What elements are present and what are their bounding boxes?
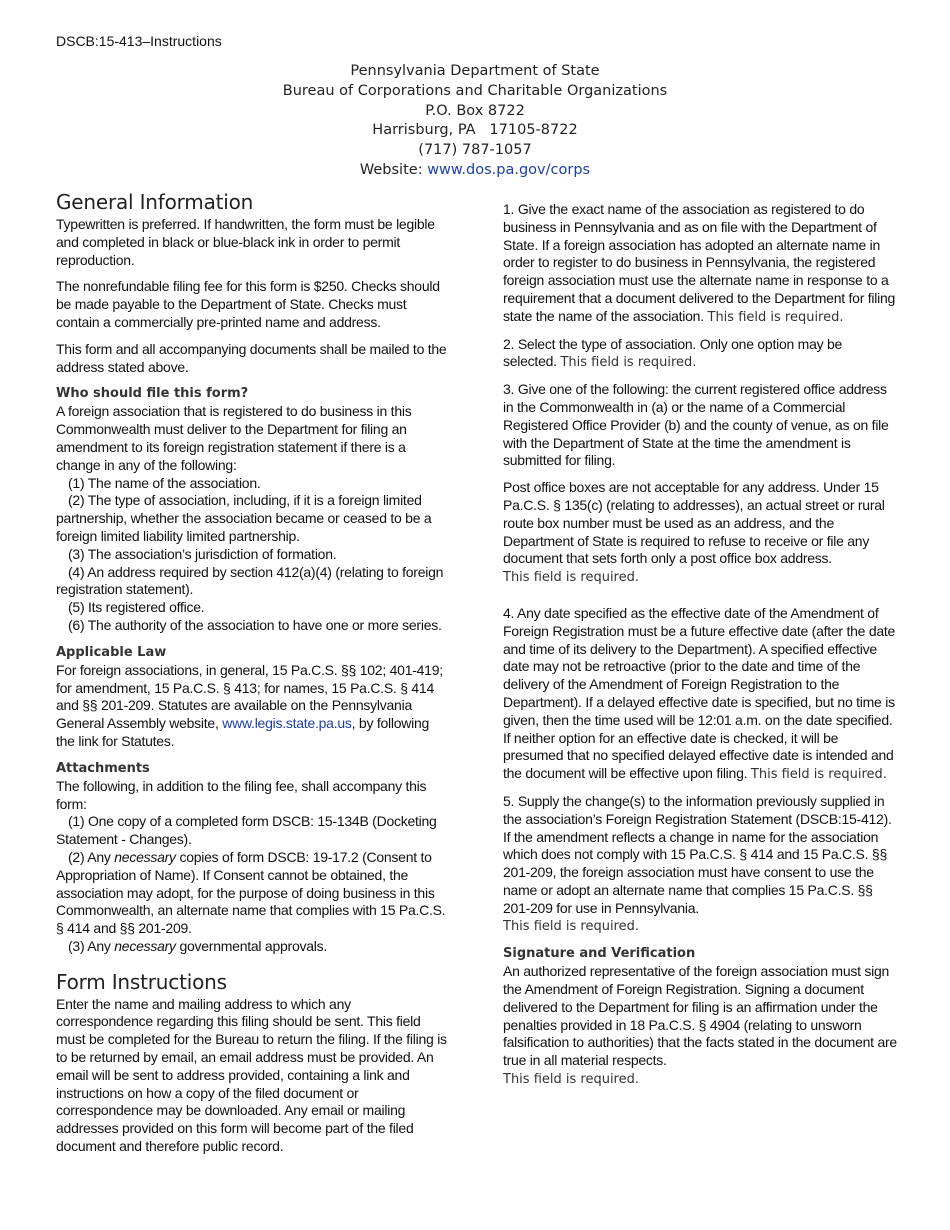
who-item: (6) The authority of the association to have one or more series. (68, 616, 442, 633)
form-id: DSCB:15-413–Instructions (56, 33, 222, 49)
who-item: (1) The name of the association. (68, 474, 261, 491)
attachments-intro: The following, in addition to the filing fee, shall accompany this form: (56, 777, 427, 812)
instruction-4 (503, 605, 897, 784)
instruction-2 (503, 336, 897, 373)
law-text (56, 662, 448, 751)
who-item: (2) The type of association, including, if it is a foreign limited partnership, whether the association became or ceased to be a foreign limited liability limited partnership. (56, 492, 432, 544)
general-p1: Typewritten is preferred. If handwritten, the form must be legible and completed in black or blue-black ink in order to permit reproduction. (56, 216, 435, 268)
required-note: This field is required. (707, 309, 844, 325)
attachment-item-post: governmental approvals. (175, 937, 328, 954)
attachment-item-post: copies of form DSCB: 19-17.2 (Consent to Appropriation of Name). If Consent cannot be obtained, the association may adopt, for the purpose of doing business in this Commonwealth, an alternate name that complies with 15 Pa.C.S. § 414 and §§ 201-209. (56, 848, 446, 937)
phone: (717) 787-1057 (418, 142, 532, 159)
city-zip: Harrisburg, PA 17105-8722 (372, 122, 578, 139)
required-note: This field is required. (503, 1072, 639, 1088)
attachment-item: (1) One copy of a completed form DSCB: 15-134B (Docketing Statement - Changes). (56, 813, 437, 848)
website-link[interactable]: www.dos.pa.gov/corps (427, 161, 591, 178)
law-text-after: , by following the link for Statutes. (56, 715, 430, 749)
instruction-1-text: 1. Give the exact name of the association as registered to do business in Pennsylvania and as on file with the Department of State. If a foreign association has adopted an alternate name in order to register to do business in Pennsylvania, the registered foreign association must use the alternate name in response to a requirement that a document delivered to the Department for filing state the name of the association. (503, 201, 896, 324)
left-column (56, 188, 448, 1156)
signature-text: An authorized representative of the foreign association must sign the Amendment of Foreign Registration. Signing a document delivered to the Department for filing is an affirmation under the penalties provided in 18 Pa.C.S. § 4904 (relating to unsworn falsification to authorities) that the facts stated in the document are true in all material respects. (503, 963, 897, 1069)
instruction-4-text: 4. Any date specified as the effective date of the Amendment of Foreign Registration must be a future effective date (after the date and time of its delivery to the Department). A specified effective date may not be retroactive (prior to the date and time of the delivery of the Amendment of Foreign Registration to the Department). If a delayed effective date is specified, but no time is given, then the time used will be 12:01 a.m. on the date specified. If neither option for an effective date is checked, it will be presumed that no specified delayed effective date is intended and the document will be effective upon filing. (503, 604, 896, 782)
who-item: (5) Its registered office. (68, 599, 205, 616)
required-note: This field is required. (503, 919, 639, 935)
form-instructions-text: Enter the name and mailing address to which any correspondence regarding this filing should be sent. This field must be completed for the Bureau to return the filing. If the filing is to be returned by email, an email address must be provided. An email will be sent to address provided, containing a link and instructions on how a copy of the filed document or correspondence may be downloaded. Any email or mailing addresses provided on this form will become part of the filed document and therefore public record. (56, 995, 447, 1155)
attachment-item-pre: (2) Any (68, 848, 115, 865)
instruction-5-required (503, 917, 897, 936)
right-column (503, 201, 897, 1089)
instruction-2-text: 2. Select the type of association. Only one option may be selected. (503, 335, 843, 370)
who-intro: A foreign association that is registered to do business in this Commonwealth must deliver to the Department for filing an amendment to its foreign registration statement if there is a change in any of the following: (56, 403, 412, 473)
website (0, 161, 950, 181)
law-text-body: For foreign associations, in general, 15 Pa.C.S. §§ 102; 401-419; for amendment, 15 Pa.C.S. § 413; for names, 15 Pa.C.S. § 414 and §§ 201-209. Statutes are available on the Pennsylvania General Assembly website, (56, 661, 443, 732)
who-item: (3) The association’s jurisdiction of formation. (68, 545, 337, 562)
instruction-1 (503, 201, 897, 327)
legis-link[interactable]: www.legis.state.pa.us (222, 715, 352, 732)
required-note: This field is required. (750, 767, 887, 783)
attachments-title: Attachments (56, 760, 150, 776)
who-item: (4) An address required by section 412(a)(4) (relating to foreign registration statement). (56, 563, 444, 598)
attachment-item-em: necessary (114, 848, 176, 865)
law-title: Applicable Law (56, 644, 167, 660)
general-info-title: General Information (56, 190, 254, 214)
signature-required (503, 1070, 897, 1089)
attachment-item-pre: (3) Any (68, 937, 115, 954)
attachment-item (56, 849, 448, 938)
general-p3: This form and all accompanying documents shall be mailed to the address stated above. (56, 340, 447, 375)
instruction-3b: Post office boxes are not acceptable for any address. Under 15 Pa.C.S. § 135(c) (relating to addresses), an actual street or rural route box number must be used as an address, and the Department of State is required to refuse to receive or file any document that sets forth only a post office box address. (503, 479, 885, 567)
attachment-item-em: necessary (114, 937, 176, 954)
form-instructions-title: Form Instructions (56, 969, 227, 994)
required-note: This field is required. (503, 570, 639, 586)
dept-name: Pennsylvania Department of State (350, 63, 600, 79)
attachment-item (56, 938, 448, 956)
instruction-3: 3. Give one of the following: the current registered office address in the Commonwealth in (a) or the name of a Commercial Registered Office Provider (b) and the county of venue, as on file with the Department of State at the time the amendment is submitted for filing. (503, 381, 889, 469)
agency-header (0, 62, 950, 181)
general-p2: The nonrefundable filing fee for this form is $250. Checks should be made payable to the Department of State. Checks must contain a commercially pre-printed name and address. (56, 278, 440, 330)
po-box: P.O. Box 8722 (425, 102, 525, 119)
bureau-name: Bureau of Corporations and Charitable Organizations (282, 82, 668, 99)
website-label: Website: (359, 161, 423, 178)
who-title: Who should file this form? (56, 386, 249, 402)
required-note: This field is required. (560, 355, 697, 371)
instruction-3b-required (503, 568, 897, 587)
instruction-5: 5. Supply the change(s) to the information previously supplied in the association’s Foreign Registration Statement (DSCB:15-412). If the amendment reflects a change in name for the association which does not comply with 15 Pa.C.S. § 414 and 15 Pa.C.S. §§ 201-209, the foreign association must have consent to use the name or adopt an alternate name that complies 15 Pa.C.S. §§ 201-209 for use in Pennsylvania. (503, 792, 892, 916)
signature-title: Signature and Verification (503, 946, 696, 962)
